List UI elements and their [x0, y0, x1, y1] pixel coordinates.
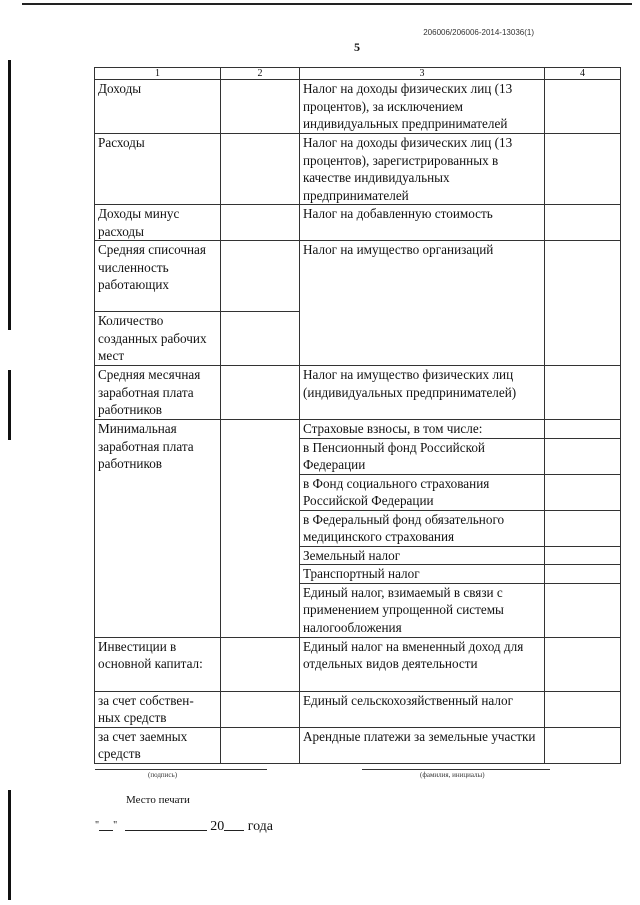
tax-cell: Арендные платежи за земельные участки [300, 727, 545, 763]
value-cell [221, 420, 300, 638]
value-cell [545, 510, 621, 546]
scan-margin-mark [8, 60, 11, 330]
indicator-cell: Доходы [95, 80, 221, 134]
value-cell [545, 583, 621, 637]
date-suffix: года [247, 819, 274, 834]
column-number: 2 [221, 68, 300, 80]
value-cell [545, 546, 621, 565]
tax-cell: Земельный налог [300, 546, 545, 565]
tax-cell: в Фонд социального страхования Российской Федерации [300, 474, 545, 510]
tax-cell: Налог на добавленную стоимость [300, 205, 545, 241]
table-row [95, 205, 621, 241]
scan-margin-mark [8, 370, 11, 440]
tax-indicators-table [94, 67, 621, 764]
tax-cell: Единый сельскохозяйственный налог [300, 691, 545, 727]
table-row [95, 637, 621, 691]
tax-cell: Налог на имущество физических лиц (индивидуальных предпринимателей) [300, 366, 545, 420]
column-number: 3 [300, 68, 545, 80]
column-number: 4 [545, 68, 621, 80]
date-line [95, 818, 273, 835]
value-cell [221, 637, 300, 691]
stamp-place-label: Место печати [126, 794, 190, 806]
column-number: 1 [95, 68, 221, 80]
value-cell [545, 134, 621, 205]
value-cell [545, 727, 621, 763]
top-border-line [22, 3, 632, 5]
value-cell [545, 366, 621, 420]
value-cell [545, 474, 621, 510]
table-row [95, 420, 621, 439]
value-cell [221, 241, 300, 312]
indicator-cell: за счет собствен- ных средств [95, 691, 221, 727]
value-cell [545, 438, 621, 474]
name-line [362, 769, 550, 770]
signature-caption: (подпись) [148, 771, 178, 779]
table-row [95, 366, 621, 420]
tax-cell: Единый налог, взимаемый в связи с применением упрощенной системы налогообложения [300, 583, 545, 637]
table-row [95, 691, 621, 727]
indicator-cell: Количество созданных рабочих мест [95, 312, 221, 366]
value-cell [221, 691, 300, 727]
value-cell [221, 205, 300, 241]
indicator-cell: Средняя списочная численность работающих [95, 241, 221, 312]
indicator-cell: за счет заемных средств [95, 727, 221, 763]
name-caption: (фамилия, инициалы) [420, 771, 485, 779]
indicator-cell: Инвестиции в основной капитал: [95, 637, 221, 691]
value-cell [221, 727, 300, 763]
value-cell [545, 565, 621, 584]
indicator-cell: Расходы [95, 134, 221, 205]
indicator-cell: Доходы минус расходы [95, 205, 221, 241]
value-cell [545, 205, 621, 241]
value-cell [545, 691, 621, 727]
day-blank [99, 818, 113, 831]
table-row [95, 727, 621, 763]
month-blank [125, 818, 207, 831]
scan-margin-mark [8, 790, 11, 900]
table-row [95, 241, 621, 312]
document-id: 206006/206006-2014-13036(1) [423, 28, 534, 37]
table-row [95, 134, 621, 205]
indicator-cell: Минимальная заработная плата работников [95, 420, 221, 638]
tax-cell: в Пенсионный фонд Российской Федерации [300, 438, 545, 474]
value-cell [221, 80, 300, 134]
value-cell [221, 134, 300, 205]
value-cell [545, 241, 621, 366]
tax-cell: Налог на доходы физических лиц (13 процентов), зарегистрированных в качестве индивидуальных предпринимателей [300, 134, 545, 205]
signature-line [95, 769, 267, 770]
year-blank [224, 818, 244, 831]
table-row [95, 80, 621, 134]
tax-cell: Страховые взносы, в том числе: [300, 420, 545, 439]
value-cell [221, 312, 300, 366]
tax-cell: Единый налог на вмененный доход для отдельных видов деятельности [300, 637, 545, 691]
tax-cell: Транспортный налог [300, 565, 545, 584]
column-number-row [95, 68, 621, 80]
page-number: 5 [354, 40, 360, 54]
date-year-prefix: 20 [210, 819, 225, 834]
value-cell [545, 420, 621, 439]
value-cell [221, 366, 300, 420]
value-cell [545, 80, 621, 134]
date-open-quote: " [95, 820, 100, 831]
tax-cell: Налог на имущество организаций [300, 241, 545, 366]
value-cell [545, 637, 621, 691]
indicator-cell: Средняя месячная заработная плата работников [95, 366, 221, 420]
date-close-quote: " [113, 820, 118, 831]
tax-cell: в Федеральный фонд обязательного медицинского страхования [300, 510, 545, 546]
tax-cell: Налог на доходы физических лиц (13 процентов), за исключением индивидуальных предпринимателей [300, 80, 545, 134]
